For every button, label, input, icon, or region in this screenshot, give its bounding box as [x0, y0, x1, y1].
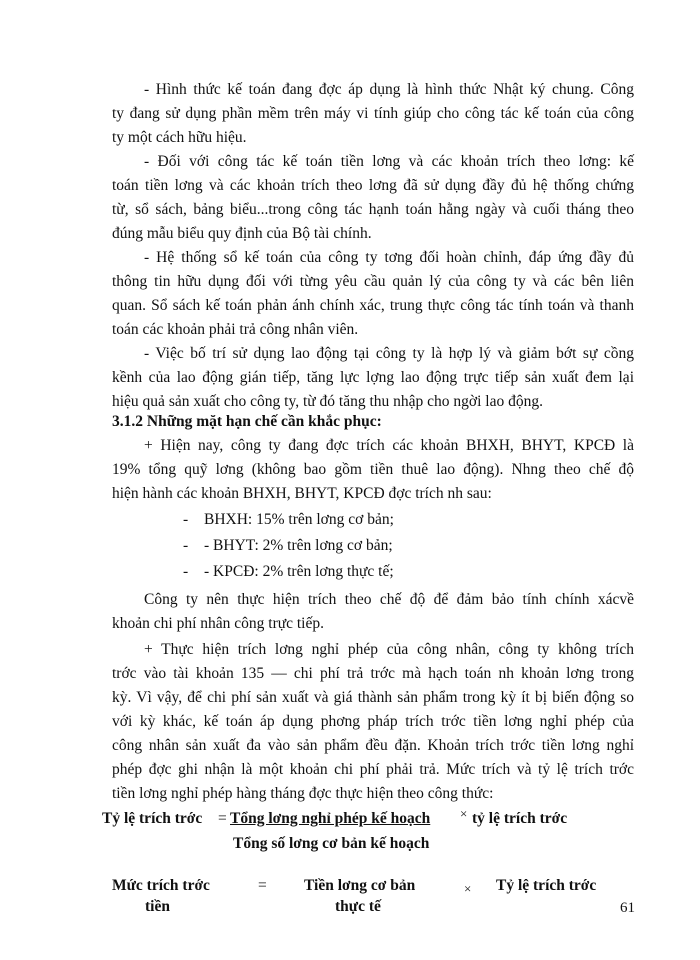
para7-line6: phép đợc ghi nhận là một khoản chi phí phải trả. Mức trích và tỷ lệ trích trớc	[112, 761, 634, 778]
formula2-rhs: Tỷ lệ trích trớc	[496, 877, 597, 894]
formula1-equals: =	[218, 810, 227, 827]
page-number: 61	[620, 900, 635, 916]
para6-line2: khoản chi phí nhân công trực tiếp.	[112, 615, 324, 632]
formula2-times: ×	[464, 881, 472, 896]
formula2-lhs-cont: tiền	[145, 898, 170, 915]
formula2-mid-cont: thực tế	[335, 898, 381, 915]
formula1-rhs: tỷ lệ trích trớc	[472, 810, 568, 827]
para7-line2: trớc vào tài khoản 135 — chi phí trả trớc mà hạch toán nh khoản lơng trong	[112, 665, 634, 682]
para3-line2: thông tin hữu dụng đối với từng yêu cầu quản lý của công ty và các bên liên	[112, 273, 634, 290]
list-item-kpcd: - KPCĐ: 2% trên lơng thực tế;	[204, 563, 394, 580]
para4-line2: kềnh của lao động gián tiếp, tăng lực lợng lao động trực tiếp sản xuất đem lại	[112, 369, 634, 386]
para1-line2: ty đang sử dụng phần mềm trên máy vi tính giúp cho công tác kế toán của công	[112, 105, 634, 122]
formula1-denominator: Tổng số lơng cơ bản kế hoạch	[233, 835, 430, 852]
para5-line2: 19% tổng quỹ lơng (không bao gồm tiền thuê lao động). Nhng theo chế độ	[112, 461, 634, 478]
para2-line3: từ, sổ sách, bảng biểu...trong công tác hạnh toán hằng ngày và cuối tháng theo	[112, 201, 634, 218]
list-item-bhyt: - BHYT: 2% trên lơng cơ bản;	[204, 537, 393, 554]
section-heading: 3.1.2 Những mặt hạn chế cần khắc phục:	[112, 413, 382, 430]
formula2-mid: Tiền lơng cơ bản	[304, 877, 416, 894]
formula1-numerator: Tổng lơng nghỉ phép kế hoạch	[230, 810, 431, 827]
list-bullet: -	[183, 537, 189, 554]
para7-line3: kỳ. Vì vậy, để chi phí sản xuất và giá thành sản phẩm trong kỳ ít bị biến động so	[112, 689, 634, 706]
list-bullet: -	[183, 511, 189, 528]
para4-line3: hiệu quả sản xuất cho công ty, từ đó tăng thu nhập cho ngời lao động.	[112, 393, 543, 410]
list-item-bhxh: BHXH: 15% trên lơng cơ bản;	[204, 511, 394, 528]
formula1-lhs: Tỷ lệ trích trớc	[102, 810, 203, 827]
para3-line3: quan. Sổ sách kế toán phản ánh chính xác, trung thực công tác tính toán và thanh	[112, 297, 634, 314]
para1-line1: - Hình thức kế toán đang đợc áp dụng là hình thức Nhật ký chung. Công	[144, 81, 634, 98]
para7-line4: với kỳ khác, kế toán áp dụng phơng pháp trích trớc tiền lơng nghỉ phép của	[112, 713, 634, 730]
para1-line3: ty một cách hữu hiệu.	[112, 129, 247, 146]
para5-line3: hiện hành các khoản BHXH, BHYT, KPCĐ đợc trích nh sau:	[112, 485, 492, 502]
para2-line1: - Đối với công tác kế toán tiền lơng và các khoản trích theo lơng: kế	[144, 153, 634, 170]
para7-line1: + Thực hiện trích lơng nghỉ phép của công nhân, công ty không trích	[144, 641, 634, 658]
para2-line4: đúng mẫu biểu quy định của Bộ tài chính.	[112, 225, 372, 242]
para3-line1: - Hệ thống sổ kế toán của công ty tơng đối hoàn chỉnh, đáp ứng đầy đủ	[144, 249, 634, 266]
para4-line1: - Việc bố trí sử dụng lao động tại công ty là hợp lý và giảm bớt sự cồng	[144, 345, 634, 362]
formula1-times: ×	[460, 806, 468, 821]
para7-line5: công nhân sản xuất đa vào sản phẩm đều đặn. Khoản trích trớc tiền lơng nghỉ	[112, 737, 634, 754]
para3-line4: toán các khoản phải trả công nhân viên.	[112, 321, 359, 338]
formula2-lhs: Mức trích trớc	[112, 877, 210, 894]
list-bullet: -	[183, 563, 189, 580]
para6-line1: Công ty nên thực hiện trích theo chế độ để đảm bảo tính chính xácvề	[144, 591, 634, 608]
para2-line2: toán tiền lơng và các khoản trích theo lơng đã sử dụng đầy đủ hệ thống chứng	[112, 177, 634, 194]
para5-line1: + Hiện nay, công ty đang đợc trích các khoản BHXH, BHYT, KPCĐ là	[144, 437, 634, 454]
formula2-equals: =	[258, 877, 267, 894]
para7-line7: tiền lơng nghỉ phép hàng tháng đợc thực hiện theo công thức:	[112, 785, 494, 802]
